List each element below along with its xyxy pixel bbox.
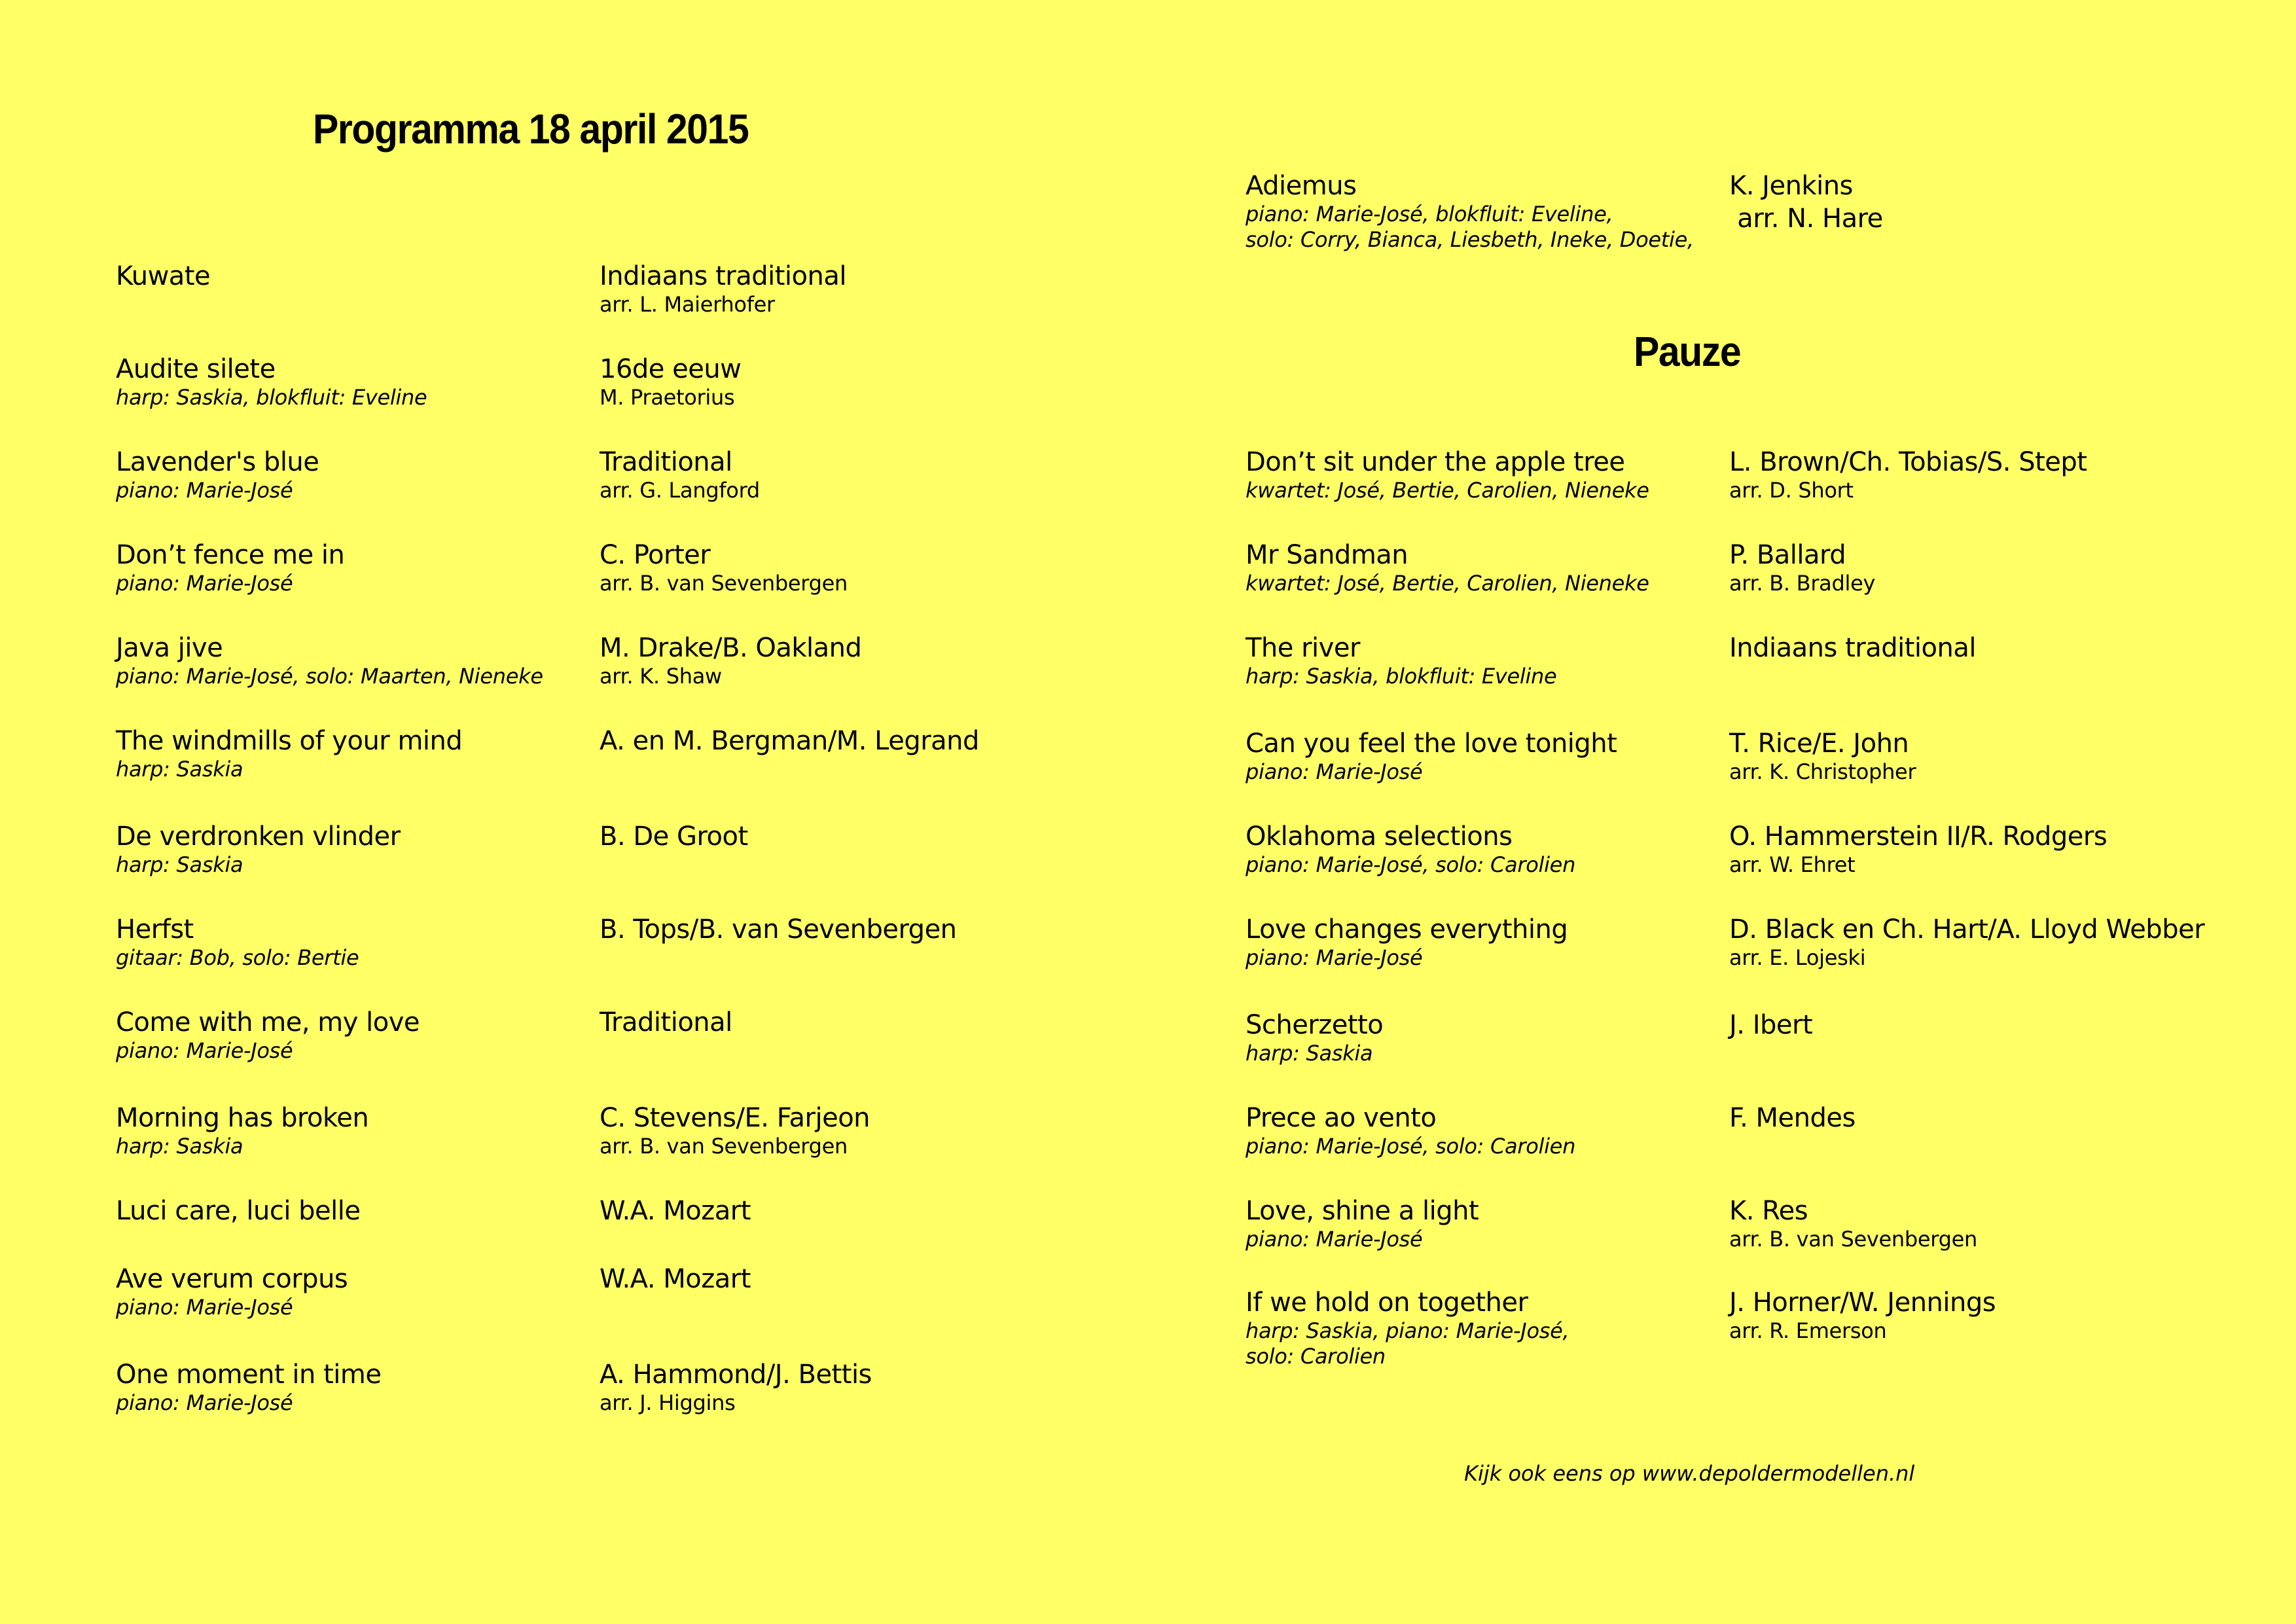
song-entry (116, 635, 543, 687)
composer-entry (600, 1362, 872, 1413)
composer-entry (600, 1198, 751, 1224)
composer: J. Horner/W. Jennings (1729, 1288, 1996, 1318)
composer: B. De Groot (600, 821, 748, 852)
performers: harp: Saskia (116, 852, 243, 877)
song-title: Herfst (116, 914, 194, 945)
performers: piano: Marie-José (116, 1038, 293, 1063)
performers: piano: Marie-José (1246, 1227, 1423, 1252)
composer-entry (600, 916, 957, 943)
song-title: Java jive (116, 633, 223, 663)
composer: K. Res (1729, 1196, 1808, 1226)
song-title: Adiemus (1246, 171, 1357, 201)
composer: W.A. Mozart (600, 1264, 751, 1294)
composer: D. Black en Ch. Hart/A. Lloyd Webber (1729, 914, 2205, 945)
composer: C. Porter (600, 540, 711, 570)
song-title: If we hold on together (1246, 1288, 1528, 1318)
composer: Traditional (600, 447, 732, 477)
composer-entry (600, 823, 748, 850)
arranger: arr. B. van Sevenbergen (1729, 1227, 1977, 1252)
composer-entry (600, 263, 846, 315)
song-entry (1246, 731, 1617, 782)
song-title: Can you feel the love tonight (1246, 729, 1617, 759)
composer: Indiaans traditional (600, 261, 846, 291)
performers: harp: Saskia, blokfluit: Eveline (116, 385, 427, 410)
song-title: Prece ao vento (1246, 1103, 1437, 1133)
song-entry (116, 823, 401, 875)
performers: piano: Marie-José (116, 1390, 293, 1415)
performers: piano: Marie-José, blokfluit: Eveline, (1246, 202, 1613, 226)
performers-continued: solo: Carolien (1246, 1344, 1386, 1369)
performers: harp: Saskia, piano: Marie-José, (1246, 1318, 1570, 1343)
pause-heading: Pauze (1634, 328, 1741, 375)
song-title: Mr Sandman (1246, 540, 1408, 570)
song-title: One moment in time (116, 1360, 382, 1390)
composer-entry (600, 1266, 751, 1292)
performers: piano: Marie-José, solo: Carolien (1246, 852, 1576, 877)
arranger: arr. J. Higgins (600, 1390, 736, 1415)
song-title: Don’t sit under the apple tree (1246, 447, 1625, 477)
song-entry (116, 1009, 420, 1061)
song-entry (116, 542, 344, 594)
composer: 16de eeuw (600, 354, 742, 384)
arranger: arr. R. Emerson (1729, 1318, 1887, 1343)
composer: J. Ibert (1729, 1010, 1813, 1040)
composer: T. Rice/E. John (1729, 729, 1909, 759)
composer: P. Ballard (1729, 540, 1846, 570)
song-entry (1246, 542, 1649, 594)
composer-entry (600, 728, 979, 754)
arranger: arr. K. Christopher (1729, 759, 1916, 784)
song-title: Come with me, my love (116, 1007, 420, 1038)
composer: Indiaans traditional (1729, 633, 1976, 663)
performers: piano: Marie-José (1246, 945, 1423, 970)
song-entry (1246, 173, 1694, 250)
song-entry (116, 1362, 381, 1413)
song-entry (116, 263, 210, 289)
composer: W.A. Mozart (600, 1196, 751, 1226)
composer-entry (1729, 731, 1916, 782)
arranger: arr. B. van Sevenbergen (600, 1134, 848, 1159)
song-title: The river (1246, 633, 1360, 663)
song-title: Lavender's blue (116, 447, 319, 477)
arranger: M. Praetorius (600, 385, 735, 410)
composer-entry (600, 635, 861, 687)
composer-entry (600, 449, 760, 501)
song-title: Oklahoma selections (1246, 821, 1513, 852)
composer-entry (1729, 916, 2204, 968)
composer: C. Stevens/E. Farjeon (600, 1103, 870, 1133)
performers: harp: Saskia (116, 1134, 243, 1159)
performers: gitaar: Bob, solo: Bertie (116, 945, 359, 970)
song-entry (116, 1105, 368, 1157)
song-title: Don’t fence me in (116, 540, 345, 570)
arranger: arr. G. Langford (600, 478, 760, 503)
song-title: Ave verum corpus (116, 1264, 348, 1294)
arranger: arr. E. Lojeski (1729, 945, 1866, 970)
composer: M. Drake/B. Oakland (600, 633, 862, 663)
arranger: arr. K. Shaw (600, 664, 722, 689)
composer: F. Mendes (1729, 1103, 1856, 1133)
song-entry (116, 728, 462, 780)
composer: Traditional (600, 1007, 732, 1038)
song-title: Kuwate (116, 261, 211, 291)
performers: piano: Marie-José (116, 1295, 293, 1320)
performers: piano: Marie-José, solo: Carolien (1246, 1134, 1576, 1159)
composer-entry (1729, 1198, 1977, 1250)
song-entry (1246, 449, 1649, 501)
performers: piano: Marie-José (1246, 759, 1423, 784)
composer: K. Jenkins (1729, 171, 1853, 201)
performers: kwartet: José, Bertie, Carolien, Nieneke (1246, 571, 1649, 596)
performers: harp: Saskia, blokfluit: Eveline (1246, 664, 1557, 689)
song-entry (1246, 635, 1556, 687)
arranger: arr. N. Hare (1729, 204, 1883, 234)
arranger: arr. D. Short (1729, 478, 1854, 503)
song-entry (1246, 916, 1568, 968)
song-title: Scherzetto (1246, 1010, 1384, 1040)
song-title: De verdronken vlinder (116, 821, 401, 852)
composer: B. Tops/B. van Sevenbergen (600, 914, 957, 945)
composer: A. Hammond/J. Bettis (600, 1360, 872, 1390)
composer-entry (1729, 1290, 1996, 1341)
song-entry (116, 356, 427, 408)
arranger: arr. B. Bradley (1729, 571, 1876, 596)
composer-entry (600, 1009, 732, 1036)
arranger: arr. W. Ehret (1729, 852, 1856, 877)
arranger: arr. B. van Sevenbergen (600, 571, 848, 596)
composer-entry (1729, 1012, 1812, 1038)
performers: harp: Saskia (1246, 1041, 1373, 1066)
composer-entry (600, 356, 741, 408)
composer-entry (1729, 823, 2107, 875)
composer: L. Brown/Ch. Tobias/S. Stept (1729, 447, 2087, 477)
song-title: Morning has broken (116, 1103, 369, 1133)
song-entry (116, 916, 359, 968)
performers: piano: Marie-José (116, 478, 293, 503)
song-title: Audite silete (116, 354, 276, 384)
song-title: Love changes everything (1246, 914, 1568, 945)
composer-entry (1729, 542, 1875, 594)
performers-continued: solo: Corry, Bianca, Liesbeth, Ineke, Doetie, (1246, 227, 1694, 252)
composer: O. Hammerstein II/R. Rodgers (1729, 821, 2108, 852)
composer-entry (1729, 1105, 1856, 1131)
composer-entry (600, 1105, 870, 1157)
song-entry (1246, 1290, 1569, 1367)
song-entry (1246, 823, 1575, 875)
song-title: Love, shine a light (1246, 1196, 1479, 1226)
composer-entry (600, 542, 848, 594)
song-entry (1246, 1198, 1479, 1250)
song-entry (116, 449, 319, 501)
page-title: Programma 18 april 2015 (313, 105, 749, 153)
arranger: arr. L. Maierhofer (600, 292, 775, 317)
song-title: Luci care, luci belle (116, 1196, 361, 1226)
performers: harp: Saskia (116, 757, 243, 782)
composer-entry (1729, 635, 1976, 661)
website-note: Kijk ook eens op www.depoldermodellen.nl (1464, 1461, 1915, 1486)
composer: A. en M. Bergman/M. Legrand (600, 726, 979, 756)
song-entry (116, 1198, 360, 1224)
song-entry (1246, 1012, 1383, 1064)
composer-entry (1729, 173, 1883, 232)
performers: piano: Marie-José, solo: Maarten, Nieneke (116, 664, 543, 689)
song-entry (1246, 1105, 1575, 1157)
composer-entry (1729, 449, 2087, 501)
performers: piano: Marie-José (116, 571, 293, 596)
song-entry (116, 1266, 348, 1318)
performers: kwartet: José, Bertie, Carolien, Nieneke (1246, 478, 1649, 503)
song-title: The windmills of your mind (116, 726, 463, 756)
